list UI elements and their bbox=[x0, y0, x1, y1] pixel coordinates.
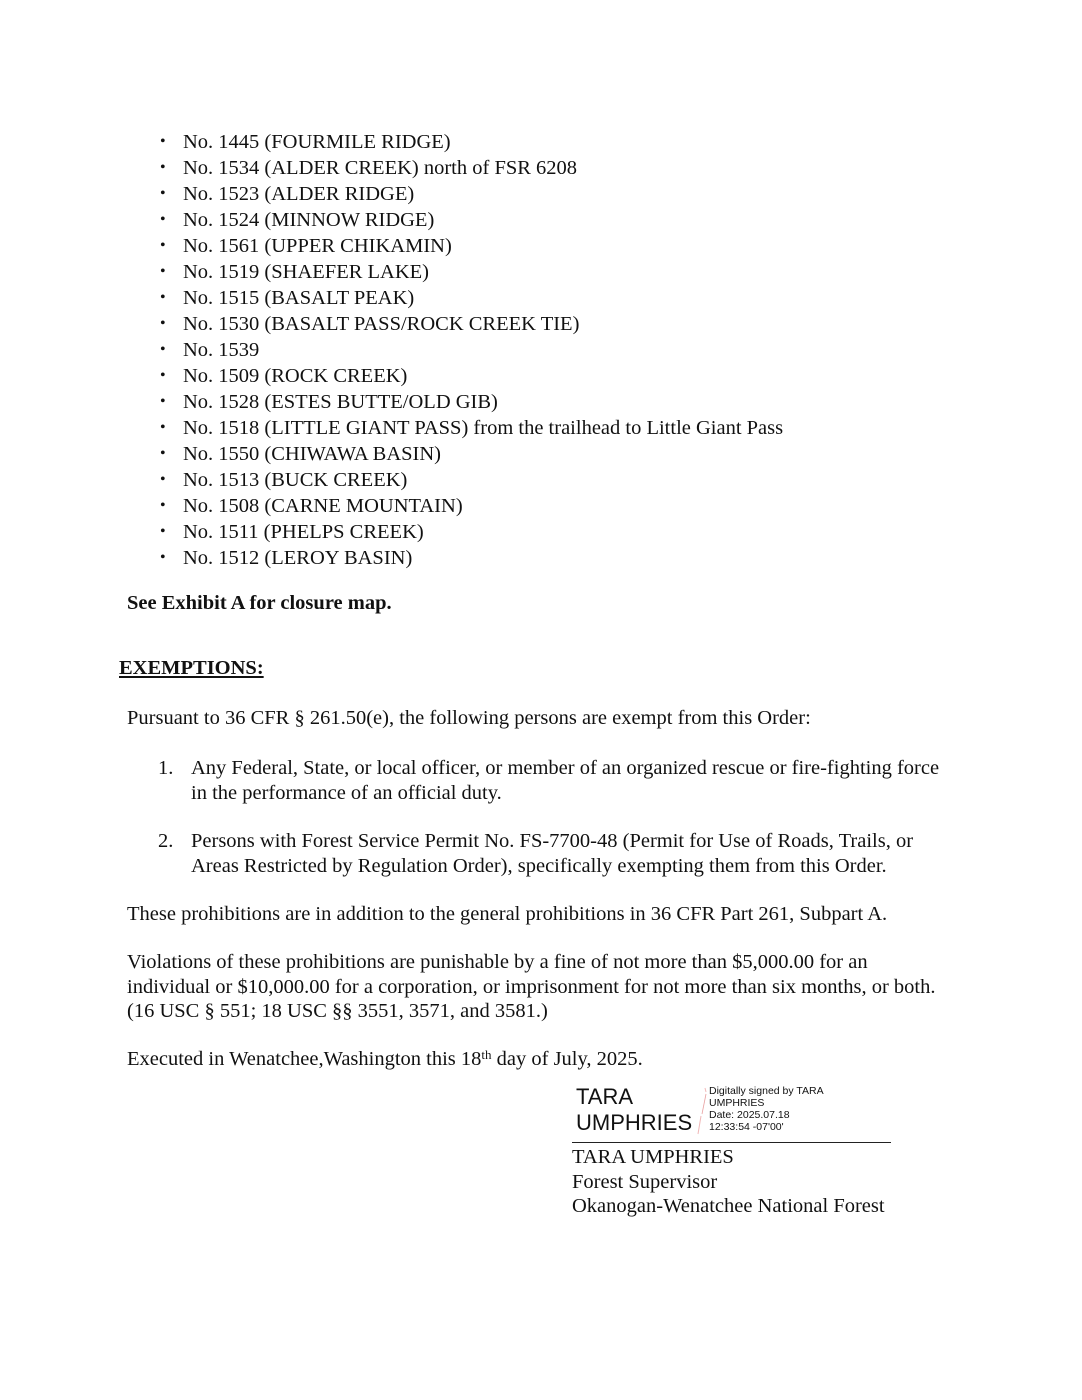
signature-name-line: TARA bbox=[576, 1084, 634, 1109]
signature-detail-line: Date: 2025.07.18 bbox=[709, 1109, 790, 1121]
trail-name: No. 1515 (BASALT PEAK) bbox=[183, 287, 415, 309]
bullet-icon: • bbox=[160, 289, 166, 306]
list-item bbox=[160, 545, 783, 571]
list-item bbox=[160, 493, 783, 519]
bullet-icon: • bbox=[160, 419, 166, 436]
list-item bbox=[160, 129, 783, 155]
signature-name-line: UMPHRIES bbox=[576, 1110, 693, 1135]
list-item bbox=[160, 311, 783, 337]
bullet-icon: • bbox=[160, 549, 166, 566]
list-item bbox=[160, 415, 783, 441]
exemption-text: Persons with Forest Service Permit No. FS-7700-48 (Permit for Use of Roads, Trails, or Areas Restricted by Regulation Order), specifically exempting them from this Order. bbox=[191, 830, 914, 877]
trail-name: No. 1513 (BUCK CREEK) bbox=[183, 469, 408, 491]
signatory-details bbox=[572, 1145, 885, 1219]
list-item bbox=[160, 337, 783, 363]
trail-name: No. 1509 (ROCK CREEK) bbox=[183, 365, 408, 387]
prohibitions-note: These prohibitions are in addition to the general prohibitions in 36 CFR Part 261, Subpart A. bbox=[127, 903, 888, 925]
trail-name: No. 1561 (UPPER CHIKAMIN) bbox=[183, 235, 452, 257]
trail-name: No. 1524 (MINNOW RIDGE) bbox=[183, 209, 435, 231]
signature-line bbox=[572, 1142, 891, 1143]
bullet-icon: • bbox=[160, 393, 166, 410]
bullet-icon: • bbox=[160, 315, 166, 332]
trail-name: No. 1512 (LEROY BASIN) bbox=[183, 547, 413, 569]
signature-detail-line: UMPHRIES bbox=[709, 1097, 765, 1109]
trail-name: No. 1518 (LITTLE GIANT PASS) from the trailhead to Little Giant Pass bbox=[183, 417, 784, 439]
exemption-list bbox=[155, 829, 955, 878]
signature-detail-line: Digitally signed by TARA bbox=[709, 1085, 824, 1097]
execution-suffix: day of July, 2025. bbox=[491, 1048, 643, 1070]
bullet-icon: • bbox=[160, 523, 166, 540]
bullet-icon: • bbox=[160, 185, 166, 202]
trail-name: No. 1534 (ALDER CREEK) north of FSR 6208 bbox=[183, 157, 578, 179]
exemptions-intro: Pursuant to 36 CFR § 261.50(e), the following persons are exempt from this Order: bbox=[127, 707, 811, 729]
trail-name: No. 1519 (SHAEFER LAKE) bbox=[183, 261, 429, 283]
exemption-list bbox=[155, 756, 955, 805]
signature-detail-line: 12:33:54 -07'00' bbox=[709, 1121, 784, 1133]
bullet-icon: • bbox=[160, 237, 166, 254]
list-item bbox=[160, 363, 783, 389]
exemption-item bbox=[155, 829, 955, 878]
list-item bbox=[160, 519, 783, 545]
closed-trails-list bbox=[160, 129, 783, 571]
bullet-icon: • bbox=[160, 445, 166, 462]
trail-name: No. 1523 (ALDER RIDGE) bbox=[183, 183, 415, 205]
list-item bbox=[160, 285, 783, 311]
exemption-number: 2. bbox=[158, 830, 174, 852]
list-item bbox=[160, 259, 783, 285]
exhibit-reference: See Exhibit A for closure map. bbox=[127, 592, 392, 614]
bullet-icon: • bbox=[160, 159, 166, 176]
bullet-icon: • bbox=[160, 471, 166, 488]
digital-signature-name bbox=[576, 1084, 696, 1136]
signatory-name: TARA UMPHRIES bbox=[572, 1146, 734, 1168]
signatory-organization: Okanogan-Wenatchee National Forest bbox=[572, 1195, 885, 1217]
trail-name: No. 1550 (CHIWAWA BASIN) bbox=[183, 443, 442, 465]
list-item bbox=[160, 467, 783, 493]
ordinal-suffix: th bbox=[481, 1047, 492, 1062]
trail-name: No. 1511 (PHELPS CREEK) bbox=[183, 521, 424, 543]
exemption-item bbox=[155, 756, 955, 805]
bullet-icon: • bbox=[160, 367, 166, 384]
bullet-icon: • bbox=[160, 497, 166, 514]
trail-name: No. 1539 bbox=[183, 339, 260, 361]
list-item bbox=[160, 233, 783, 259]
bullet-icon: • bbox=[160, 133, 166, 150]
list-item bbox=[160, 155, 783, 181]
bullet-icon: • bbox=[160, 341, 166, 358]
execution-statement bbox=[127, 1047, 947, 1072]
list-item bbox=[160, 207, 783, 233]
signatory-title: Forest Supervisor bbox=[572, 1170, 718, 1193]
trail-name: No. 1530 (BASALT PASS/ROCK CREEK TIE) bbox=[183, 313, 580, 335]
signature-mark-icon bbox=[695, 1086, 709, 1138]
bullet-icon: • bbox=[160, 211, 166, 228]
trail-name: No. 1508 (CARNE MOUNTAIN) bbox=[183, 495, 463, 517]
trail-name: No. 1445 (FOURMILE RIDGE) bbox=[183, 131, 451, 153]
exemptions-heading: EXEMPTIONS: bbox=[119, 657, 264, 679]
list-item bbox=[160, 181, 783, 207]
exemption-text: Any Federal, State, or local officer, or member of an organized rescue or fire-fighting force in the performance of an official duty. bbox=[191, 757, 940, 804]
list-item bbox=[160, 441, 783, 467]
list-item bbox=[160, 389, 783, 415]
digital-signature-details bbox=[709, 1085, 849, 1133]
bullet-icon: • bbox=[160, 263, 166, 280]
execution-prefix: Executed in Wenatchee,Washington this 18 bbox=[127, 1048, 482, 1070]
exemption-number: 1. bbox=[158, 757, 174, 779]
trail-name: No. 1528 (ESTES BUTTE/OLD GIB) bbox=[183, 391, 498, 413]
violations-paragraph: Violations of these prohibitions are punishable by a fine of not more than $5,000.00 for an individual or $10,000.00 for a corporation, or imprisonment for not more than six months, or both. (16 USC § 551; 18 USC §§ 3551, 3571, and 3581.) bbox=[127, 951, 936, 1022]
